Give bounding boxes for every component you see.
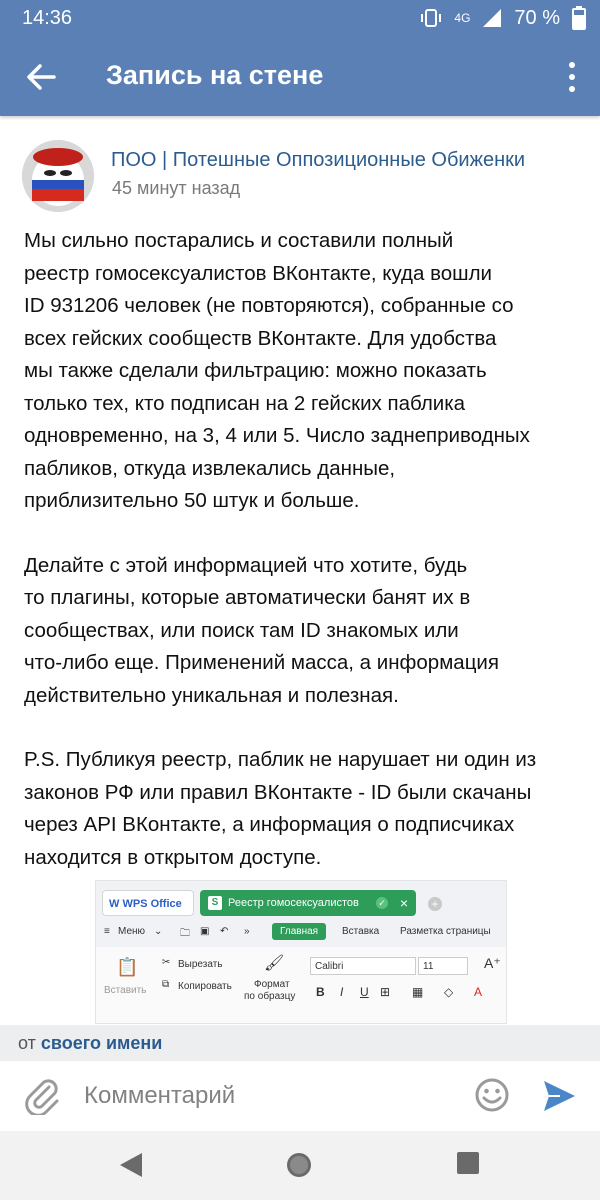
text-line: только тех, кто подписан на 2 гейских паблика [24,391,466,415]
post-paragraph [24,550,584,713]
author-avatar[interactable] [22,140,94,212]
text-line: реестр гомосексуалистов ВКонтакте, куда вошли [24,261,492,285]
hamburger-icon: ≡ [104,926,110,937]
underline-icon: U [360,985,369,999]
font-grow-icon: A⁺ [484,955,501,971]
wps-menu-label: Меню [118,926,146,937]
post-paragraph [24,225,584,518]
text-line: Мы сильно постарались и составили полный [24,229,454,252]
nav-recents-icon[interactable] [456,1151,480,1175]
text-line: пабликов, откуда извлекались данные, [24,456,396,480]
wps-logo-icon: W [109,898,123,910]
wps-tab-bar [96,881,506,917]
text-line: законов РФ или правил ВКонтакте - ID были скачаны [24,780,532,804]
text-line: Делайте с этой информацией что хотите, будь [24,553,468,577]
wps-app-tab [102,890,194,916]
wps-copy-label: Копировать [178,981,232,992]
text-line: то плагины, которые автоматически банят их в [24,586,471,609]
text-line: одновременно, на 3, 4 или 5. Число заднеприводных [24,424,530,447]
wps-size-select: 11 [418,957,468,975]
post-as-prefix: от [18,1033,36,1053]
copy-icon: ⧉ [162,979,170,990]
text-line: сообществах, или поиск там ID знакомых или [24,618,459,642]
post-attachment-image[interactable] [95,880,507,1024]
text-line: через API ВКонтакте, а информация о подписчиках [24,813,515,836]
comment-input[interactable]: Комментарий [84,1082,236,1109]
check-icon: ✓ [376,897,388,909]
send-icon[interactable] [540,1077,578,1115]
wps-font-select: Calibri [310,957,416,975]
wps-doc-tab [200,890,416,916]
post-time: 45 минут назад [112,178,241,198]
spreadsheet-icon: S [208,896,222,910]
wps-tab-insert: Вставка [342,926,380,937]
fill-icon: ▦ [412,985,424,999]
more-icon: » [244,926,250,937]
highlight-icon: ◇ [444,985,454,999]
chevron-down-icon: ⌄ [154,926,163,937]
nav-home-icon[interactable] [285,1151,313,1179]
battery-icon [572,6,586,30]
text-line: всех гейских сообществ ВКонтакте. Для удобства [24,326,497,350]
wps-format-label-2: по образцу [244,991,296,1002]
wps-paste-label: Вставить [104,985,147,996]
post-as-label [18,1033,162,1054]
brush-icon: 🖌 [264,955,285,972]
text-line: приблизительно 50 штук и больше. [24,489,360,512]
wps-menu-bar [96,921,506,945]
nav-back-icon[interactable] [118,1151,144,1179]
text-line: действительно уникальная и полезная. [24,683,399,707]
font-color-icon: A [474,985,483,999]
app-bar [0,38,600,116]
attach-icon[interactable] [24,1077,60,1115]
close-icon: × [399,895,408,911]
signal-icon [482,8,502,28]
undo-icon: ↶ [220,926,229,937]
status-bar [0,0,600,38]
wps-doc-name: Реестр гомосексуалистов [228,897,359,909]
post-text [24,225,584,874]
system-nav-bar [0,1131,600,1200]
folder-icon: 🗀 [180,928,190,939]
battery-percent: 70 % [514,6,560,29]
status-time: 14:36 [22,7,73,29]
text-line: что-либо еще. Применений масса, а информация [24,651,499,674]
post-author[interactable]: ПОО | Потешные Оппозиционные Обиженки [111,149,526,171]
avatar-image [22,140,94,212]
post-as-bar[interactable] [0,1025,600,1061]
add-tab-icon: + [428,897,442,911]
comment-bar [0,1061,600,1131]
wps-app-name: WPS Office [122,898,182,910]
post-header [0,130,600,210]
page-title: Запись на стене [106,60,324,90]
status-icons [420,6,586,30]
bold-icon: B [316,985,325,999]
vibrate-icon [420,7,442,29]
post-paragraph [24,744,584,874]
wps-ribbon [96,947,506,1023]
wps-format-label-1: Формат [254,979,290,990]
text-line: ID 931206 человек (не повторяются), собранные со [24,294,514,317]
more-vert-icon[interactable] [566,60,578,94]
back-arrow-icon[interactable] [24,60,58,94]
emoji-icon[interactable] [474,1077,510,1113]
text-line: P.S. Публикуя реестр, паблик не нарушает ни один из [24,748,537,771]
scissors-icon: ✂ [162,957,171,968]
save-icon: ▣ [200,926,210,937]
network-type: 4G [454,11,471,25]
wps-tab-layout: Разметка страницы [400,926,491,937]
borders-icon: ⊞ [380,985,391,999]
wps-cut-label: Вырезать [178,959,223,970]
italic-icon: I [340,985,344,999]
post-as-name[interactable]: своего имени [40,1033,163,1053]
clipboard-icon: 📋 [116,957,139,977]
wps-tab-home: Главная [272,923,326,940]
text-line: находится в открытом доступе. [24,845,322,869]
text-line: мы также сделали фильтрацию: можно показать [24,359,487,382]
